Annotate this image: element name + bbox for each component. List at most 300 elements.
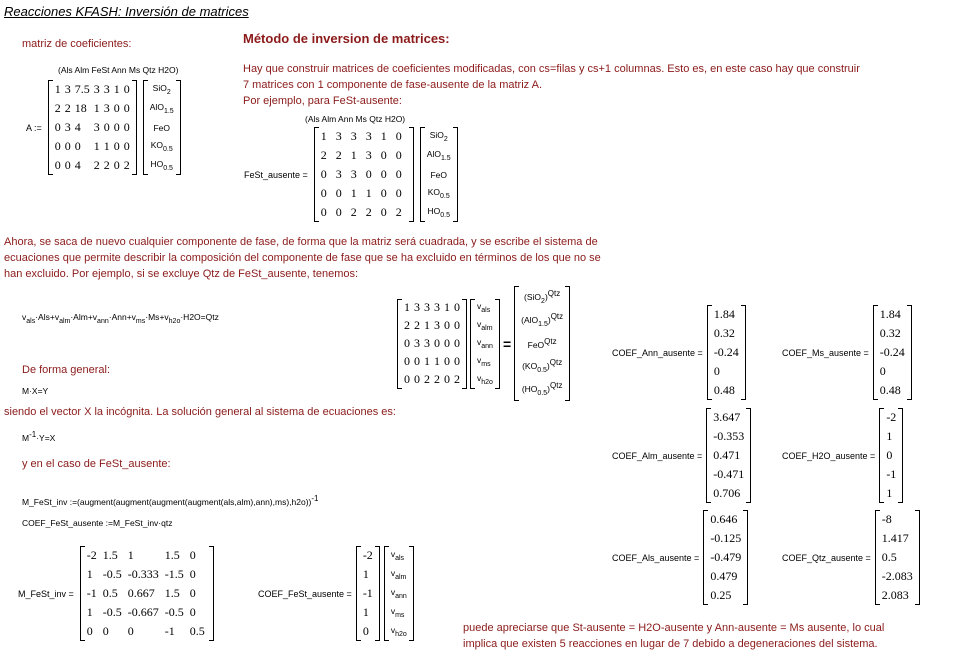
matrix-row <box>319 165 409 184</box>
matrix-row <box>878 381 907 400</box>
vector-entry: $(SiO_2)^{Qtz}$ <box>524 289 561 306</box>
inverse-equation[interactable] <box>22 430 55 443</box>
matrix-cell: -0.353 <box>713 429 745 443</box>
matrix-cell: 0.5 <box>189 624 205 638</box>
matrix-row <box>878 362 907 381</box>
matrix-cell: 3 <box>424 300 430 314</box>
matrix-row <box>708 529 743 548</box>
matrix-row <box>711 465 746 484</box>
matrix-row <box>880 529 915 548</box>
fest-header: (Als Alm Ann Ms Qtz H2O) <box>305 114 406 124</box>
matrix-cell: 2 <box>335 148 342 162</box>
m-fest-inv-group <box>18 546 214 641</box>
coef-vector[interactable] <box>879 408 903 503</box>
matrix-cell: 1 <box>86 605 93 619</box>
vector-row <box>389 622 409 641</box>
matrix-row <box>884 446 898 465</box>
matrix-cell: 0 <box>380 205 387 219</box>
matrix-cell: 3 <box>434 318 440 332</box>
matrix-cell: 1.84 <box>713 307 735 321</box>
matrix-cell: -0.5 <box>102 567 122 581</box>
subscript: 2 <box>166 89 171 96</box>
matrix-cell: 1 <box>350 148 357 162</box>
vector-entry: SiO$_2$ <box>152 83 171 96</box>
matrix-row <box>53 118 132 137</box>
vector-entry: $v_{ms}$ <box>131 312 146 325</box>
vector-row <box>148 156 176 175</box>
matrix-cell: 0 <box>189 586 196 600</box>
ahora-line: han excluido. Por ejemplo, si se excluye Qtz de FeSt_ausente, tenemos: <box>4 268 359 280</box>
matrix-row <box>361 603 375 622</box>
matrix-row <box>712 343 741 362</box>
matrix-cell: 0 <box>64 158 71 172</box>
vector-cell <box>519 286 565 309</box>
matrix-cell: 1 <box>350 186 357 200</box>
coef-group <box>612 408 751 503</box>
matrix-cell: 1 <box>86 567 93 581</box>
coef-label: COEF_Ann_ausente = <box>612 347 703 358</box>
superscript: Qtz <box>550 381 563 391</box>
matrix-a-header: (Als Alm FeSt Ann Ms Qtz H2O) <box>58 65 179 75</box>
subscript: 2 <box>443 136 448 143</box>
vector-entry: $v_{alm}$ <box>390 568 407 581</box>
matrix-cell: -2 <box>86 548 97 562</box>
ahora-line: ecuaciones que permite describir la composición del componente de fase que se ha excluido en términos de los que no se <box>4 252 601 264</box>
vector-entry: $HO_{0.5}$ <box>427 206 450 219</box>
subscript: 0.5 <box>163 165 173 172</box>
matrix-cell: -1 <box>86 586 97 600</box>
qtz-equation[interactable]: $v_{als}\cdot Als+v_{alm}\cdot Alm+v_{ann}\cdot Ann+v_{ms}\cdot Ms+v_{h2o}\cdot H2O=Qtz$ <box>22 312 219 325</box>
matrix-row <box>878 324 907 343</box>
coef-label: COEF_Qtz_ausente = <box>782 552 871 563</box>
matrix-cell: 1 <box>380 129 387 143</box>
matrix-cell: 0 <box>123 101 130 115</box>
matrix-cell: 1 <box>362 567 369 581</box>
matrix-cell: 2 <box>64 101 71 115</box>
matrix-cell: 0.5 <box>102 586 118 600</box>
matrix-cell: 3 <box>335 167 342 181</box>
vector-cell <box>425 127 453 146</box>
matrix-table <box>85 546 209 641</box>
fest-ausente-units <box>420 127 458 222</box>
vector-row <box>425 184 453 203</box>
matrix-table <box>711 408 746 503</box>
fest-ausente-matrix[interactable] <box>314 127 414 222</box>
matrix-cell: -0.667 <box>127 605 159 619</box>
vector-cell <box>475 335 495 353</box>
matrix-cell: 3 <box>414 336 420 350</box>
vector-entry: $v_{als}$ <box>22 312 36 325</box>
matrix-cell: 1 <box>93 101 100 115</box>
matrix-cell: -1 <box>886 467 897 481</box>
matrix-cell: 2 <box>103 158 110 172</box>
vector-table <box>425 127 453 222</box>
vector-cell <box>148 137 176 156</box>
matrix-cell: 0 <box>395 186 402 200</box>
method-line: Por ejemplo, para FeSt-ausente: <box>243 95 402 107</box>
coef-label: COEF_Ms_ausente = <box>782 347 869 358</box>
matrix-cell: 0 <box>54 139 61 153</box>
matrix-cell: 3 <box>93 120 100 134</box>
matrix-row <box>402 335 462 353</box>
matrix-row <box>53 80 132 99</box>
matrix-row <box>711 484 746 503</box>
vector-row <box>519 286 565 309</box>
vector-row <box>425 165 453 184</box>
coef-fest-vector[interactable] <box>356 546 380 641</box>
matrix-cell: 3 <box>64 82 71 96</box>
subscript: als <box>481 307 491 314</box>
matrix-cell: 0 <box>380 167 387 181</box>
vector-cell <box>389 622 409 641</box>
matrix-cell: 3 <box>365 148 372 162</box>
matrix-cell: -2 <box>362 548 373 562</box>
matrix-table <box>878 305 907 400</box>
matrix-cell: 0 <box>380 148 387 162</box>
matrix-cell: 0.667 <box>127 586 155 600</box>
matrix-cell: 1 <box>127 548 134 562</box>
matrix-table <box>712 305 741 400</box>
superscript: Qtz <box>549 358 563 368</box>
matrix-row <box>712 362 741 381</box>
vector-cell <box>425 146 453 165</box>
matrix-cell: 0.706 <box>713 486 741 500</box>
matrix-row <box>53 99 132 118</box>
matrix-cell: 1 <box>886 486 893 500</box>
subscript: alm <box>481 325 493 332</box>
matrix-cell: 1 <box>404 300 410 314</box>
matrix-row <box>884 427 898 446</box>
matrix-cell: 1 <box>444 300 450 314</box>
matrix-cell: 0 <box>362 624 369 638</box>
vector-entry: $(HO_{0.5})^{Qtz}$ <box>521 381 563 398</box>
matrix-cell: 18 <box>74 101 87 115</box>
coef-vector[interactable] <box>875 510 920 605</box>
matrix-row <box>85 603 209 622</box>
matrix-cell: -2.083 <box>881 569 913 583</box>
matrix-cell: 0 <box>434 336 440 350</box>
matrix-row <box>712 324 741 343</box>
m-fest-inv-label: M_FeSt_inv = <box>18 588 74 599</box>
matrix-cell: 1 <box>320 129 327 143</box>
matrix-cell: 0 <box>113 101 120 115</box>
vector-row <box>148 99 176 118</box>
matrix-table <box>884 408 898 503</box>
matrix-cell: 1 <box>113 82 120 96</box>
vector-cell <box>519 355 565 378</box>
matrix-cell: 0 <box>54 120 61 134</box>
matrix-row <box>884 408 898 427</box>
matrix-table <box>361 546 375 641</box>
vector-cell <box>475 317 495 335</box>
vector-row <box>519 309 565 332</box>
coef-group <box>782 510 920 605</box>
matrix-cell: 0 <box>113 139 120 153</box>
matrix-cell: 0 <box>454 300 460 314</box>
vector-entry: FeO$^{Qtz}$ <box>527 337 557 350</box>
matrix-cell: 2 <box>93 158 100 172</box>
subscript: ms <box>135 318 146 325</box>
matrix-row <box>708 548 743 567</box>
vector-entry: $v_{ann}$ <box>390 587 407 600</box>
coef-vector[interactable] <box>707 305 746 400</box>
m-fest-inv-definition[interactable] <box>22 494 319 507</box>
equation-variable: ·Ann <box>108 312 127 322</box>
matrix-cell: -1 <box>362 586 373 600</box>
subscript: als <box>395 555 405 562</box>
matrix-row <box>708 510 743 529</box>
matrix-cell: 1 <box>424 318 430 332</box>
matrix-cell: 1 <box>365 186 372 200</box>
vector-cell <box>389 603 409 622</box>
system-rhs <box>514 286 570 401</box>
matrix-cell: 0.32 <box>879 326 901 340</box>
matrix-cell: 0.48 <box>713 383 735 397</box>
subscript: 1.5 <box>440 155 451 162</box>
vector-entry: $v_{h2o}$ <box>390 625 407 638</box>
matrix-cell: 0 <box>454 354 460 368</box>
vector-cell <box>519 378 565 401</box>
vector-entry: SiO$_2$ <box>429 130 448 143</box>
matrix-cell: 0 <box>54 158 61 172</box>
matrix-cell: 3 <box>103 82 110 96</box>
subscript: h2o <box>481 379 493 386</box>
matrix-cell: -0.333 <box>127 567 159 581</box>
subscript: alm <box>59 318 71 325</box>
matrix-cell: 2 <box>414 318 420 332</box>
coef-group <box>612 305 746 400</box>
matrix-cell: 0 <box>444 372 450 386</box>
subscript: ann <box>97 318 109 325</box>
matrix-cell: 0 <box>320 205 327 219</box>
matrix-row <box>884 484 898 503</box>
vector-entry: $HO_{0.5}$ <box>150 159 173 172</box>
matrix-cell: 2 <box>434 372 440 386</box>
coef-vector[interactable] <box>873 305 912 400</box>
matrix-cell: 0 <box>365 167 372 181</box>
matrix-cell: 3 <box>365 129 372 143</box>
matrix-cell: 0 <box>123 82 130 96</box>
subscript: ms <box>395 612 405 619</box>
system-matrix[interactable] <box>397 299 467 389</box>
matrix-cell: -0.479 <box>710 550 742 564</box>
matrix-row <box>711 446 746 465</box>
coef-group <box>782 408 903 503</box>
conclusion-line: implica que existen 5 reacciones en lugar de 7 debido a degeneraciones del sistema. <box>463 638 878 650</box>
matrix-row <box>880 548 915 567</box>
matrix-cell: 3 <box>350 129 357 143</box>
matrix-cell: -2 <box>886 410 897 424</box>
fest-label: FeSt_ausente = <box>244 169 308 180</box>
subscript: 0.5 <box>440 193 450 200</box>
matrix-cell: -1 <box>164 624 175 638</box>
matrix-row <box>878 305 907 324</box>
vector-row <box>519 378 565 401</box>
matrix-row <box>53 156 132 175</box>
caso-text: y en el caso de FeSt_ausente: <box>22 458 171 470</box>
matrix-row <box>85 622 209 641</box>
equation-rhs: Qtz <box>205 312 219 322</box>
vector-row <box>148 118 176 137</box>
matrix-a[interactable] <box>48 80 137 175</box>
matrix-cell: 0 <box>335 205 342 219</box>
vector-entry: $v_{h2o}$ <box>164 312 181 325</box>
coef-fest-definition[interactable]: COEF_FeSt_ausente :=M_FeSt_inv·qtz <box>22 518 173 528</box>
coef-label: COEF_Alm_ausente = <box>612 450 703 461</box>
vector-row <box>425 127 453 146</box>
matrix-cell: 0.471 <box>713 448 741 462</box>
coef-group <box>782 305 912 400</box>
matrix-cell: 0 <box>395 148 402 162</box>
matrix-row <box>361 565 375 584</box>
system-vars <box>470 299 500 389</box>
matrix-cell: 1.5 <box>164 586 180 600</box>
superscript: Qtz <box>547 289 561 299</box>
superscript: Qtz <box>550 312 564 322</box>
matrix-cell: 0 <box>123 139 130 153</box>
equals-sign: = <box>502 335 512 352</box>
matrix-cell: 0 <box>189 548 196 562</box>
matrix-cell: 3 <box>424 336 430 350</box>
matrix-cell: 3 <box>414 300 420 314</box>
matrix-cell: 2 <box>395 205 402 219</box>
matrix-cell: 0 <box>454 318 460 332</box>
matrix-cell: -0.24 <box>713 345 739 359</box>
matrix-cell: 4 <box>74 120 81 134</box>
matrix-row <box>878 343 907 362</box>
vector-entry: $v_{ann}$ <box>92 312 109 325</box>
coef-fest-vars <box>384 546 414 641</box>
vector-table <box>475 299 495 389</box>
matrix-cell: 3 <box>93 82 100 96</box>
vector-cell <box>148 80 176 99</box>
matrix-cell: 2 <box>365 205 372 219</box>
siendo-text: siendo el vector X la incógnita. La solución general al sistema de ecuaciones es: <box>4 406 396 418</box>
matrix-cell: 0 <box>320 167 327 181</box>
matrix-a-group <box>26 80 181 175</box>
matrix-cell: 0 <box>886 448 893 462</box>
vector-row <box>519 332 565 355</box>
matrix-cell: -0.5 <box>164 605 184 619</box>
matrix-cell: 0 <box>86 624 93 638</box>
matrix-cell: 0 <box>123 120 130 134</box>
method-heading: Método de inversion de matrices: <box>243 31 450 46</box>
matrix-row <box>708 586 743 605</box>
matrix-cell: 0 <box>713 364 720 378</box>
subscript: alm <box>395 574 407 581</box>
matrix-cell: 3.647 <box>713 410 741 424</box>
m-fest-inv-matrix[interactable] <box>80 546 214 641</box>
vector-entry: $v_{ann}$ <box>477 337 493 350</box>
matrix-cell: 0 <box>113 158 120 172</box>
vector-entry: FeO <box>430 169 448 180</box>
matrix-cell: 0 <box>395 129 402 143</box>
subscript: 0.5 <box>440 212 450 219</box>
inv-m: M <box>22 432 30 443</box>
subscript: 0.5 <box>537 390 548 398</box>
vector-cell <box>389 584 409 603</box>
vector-entry: $KO_{0.5}$ <box>150 140 173 153</box>
equation-variable: ·Ms <box>145 312 160 322</box>
matrix-cell: 2.083 <box>881 588 909 602</box>
matrix-cell: 1.417 <box>881 531 909 545</box>
matrix-table <box>53 80 132 175</box>
matrix-cell: -8 <box>881 512 892 526</box>
matrix-cell: 0 <box>335 186 342 200</box>
matrix-row <box>880 586 915 605</box>
matrix-cell: -0.471 <box>713 467 745 481</box>
vector-row <box>389 565 409 584</box>
matrix-row <box>319 146 409 165</box>
vector-cell <box>425 184 453 203</box>
method-line: 7 matrices con 1 componente de fase-ausente de la matriz A. <box>243 79 542 91</box>
coef-vector[interactable] <box>703 510 748 605</box>
matrix-cell: -1.5 <box>164 567 184 581</box>
coef-group <box>612 510 748 605</box>
matrix-row <box>319 127 409 146</box>
subscript: ann <box>481 343 493 350</box>
conclusion-line: puede apreciarse que St-ausente = H2O-ausente y Ann-ausente = Ms ausente, lo cual <box>463 622 885 634</box>
matrix-cell: 0.5 <box>881 550 897 564</box>
def-inv-text: M_FeSt_inv :=(augment(augment(augment(augment(als,alm),ann),ms),h2o)) <box>22 496 312 507</box>
matrix-cell: 1 <box>103 139 110 153</box>
matrix-cell: 0 <box>189 567 196 581</box>
vector-cell <box>425 165 453 184</box>
vector-cell <box>148 99 176 118</box>
matrix-cell: 0 <box>113 120 120 134</box>
subscript: 0.5 <box>162 146 173 153</box>
matrix-cell: 0 <box>444 318 450 332</box>
matrix-cell: 2 <box>54 101 61 115</box>
matrix-cell: 0 <box>454 336 460 350</box>
vector-cell <box>389 565 409 584</box>
equation-variable: ·H2O <box>180 312 201 322</box>
vector-cell <box>475 371 495 389</box>
vector-row <box>148 137 176 156</box>
matrix-cell: 7.5 <box>74 82 90 96</box>
matrix-cell: 1.5 <box>102 548 118 562</box>
fest-ausente-group <box>244 127 458 222</box>
matrix-cell: 1 <box>886 429 893 443</box>
matrix-row <box>402 317 462 335</box>
matrix-row <box>402 353 462 371</box>
subscript: 0.5 <box>537 367 547 375</box>
equation-variable: ·Als <box>35 312 50 322</box>
vector-entry: $v_{alm}$ <box>54 312 71 325</box>
subscript: h2o <box>395 631 407 638</box>
subscript: 1.5 <box>163 108 174 115</box>
matrix-cell: 0 <box>444 354 450 368</box>
mxy-equation[interactable]: M·X=Y <box>22 386 49 396</box>
matrix-cell: 0.48 <box>879 383 901 397</box>
matrix-row <box>319 184 409 203</box>
worksheet-title: Reacciones KFASH: Inversión de matrices <box>4 4 249 19</box>
coef-vector[interactable] <box>706 408 751 503</box>
matrix-cell: 2 <box>424 372 430 386</box>
vector-entry: $v_{ms}$ <box>477 355 491 368</box>
matrix-cell: 1 <box>54 82 61 96</box>
vector-row <box>389 546 409 565</box>
matrix-cell: 3 <box>350 167 357 181</box>
vector-entry: $v_{ms}$ <box>390 606 405 619</box>
vector-entry: $v_{alm}$ <box>477 319 493 332</box>
subscript: als <box>26 318 36 325</box>
matrix-cell: 1 <box>93 139 100 153</box>
coef-fest-label: COEF_FeSt_ausente = <box>258 588 352 599</box>
general-heading: De forma general: <box>22 364 111 376</box>
matrix-cell: 3 <box>434 300 440 314</box>
vector-row <box>475 299 495 317</box>
